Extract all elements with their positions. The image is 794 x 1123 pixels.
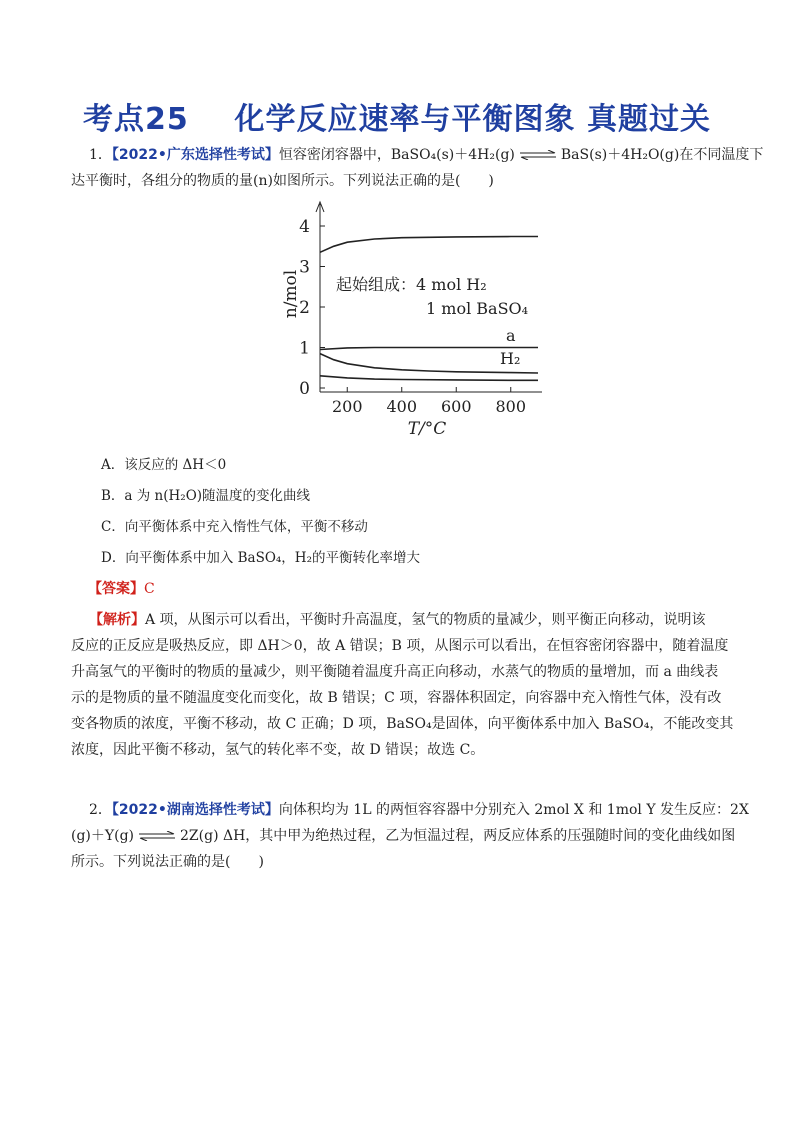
- page-title: 考点25 化学反应速率与平衡图象 真题过关: [83, 102, 711, 137]
- answer-value: C: [144, 581, 155, 597]
- series-line-3: [320, 376, 538, 381]
- question-number: 2．: [89, 802, 112, 818]
- question-text: (g)＋Y(g): [71, 828, 135, 844]
- question-source-tag: 【2022•湖南选择性考试】: [111, 802, 279, 818]
- series-label-h2: H₂: [500, 349, 521, 368]
- y-tick-label: 2: [299, 298, 310, 318]
- analysis-block: [71, 607, 734, 763]
- analysis-line-5: 变各物质的浓度，平衡不移动，故 C 正确；D 项，BaSO₄是固体，向平衡体系中加入 BaSO₄，不能改变其: [71, 716, 734, 732]
- equation-rhs: BaS(s)＋4H₂O(g): [560, 147, 680, 163]
- analysis-text: A 项，从图示可以看出，平衡时升高温度，氢气的物质的量减少，则平衡正向移动，说明该: [145, 612, 706, 628]
- analysis-line-6: 浓度，因此平衡不移动，氢气的转化率不变，故 D 错误；故选 C。: [71, 742, 485, 758]
- question-number: 1．: [89, 147, 112, 163]
- analysis-label: 【解析】: [89, 612, 145, 628]
- analysis-line-1: [71, 607, 727, 633]
- question-text: 向体积均为 1L 的两恒容容器中分别充入 2mol X 和 1mol Y 发生反应：2X: [278, 802, 749, 818]
- y-tick-label: 1: [299, 338, 310, 359]
- question-1-line-2: 达平衡时，各组分的物质的量(n)如图所示。下列说法正确的是( ): [71, 173, 494, 189]
- equilibrium-arrow-icon: [137, 831, 177, 841]
- question-1-options: [101, 450, 420, 574]
- equation-lhs: BaSO₄(s)＋4H₂(g): [390, 147, 515, 163]
- equilibrium-arrow-icon: [518, 150, 558, 160]
- series-label-a: a: [506, 326, 516, 345]
- x-axis-label: T/°C: [407, 419, 447, 439]
- annotation-line-2: 1 mol BaSO₄: [426, 299, 529, 318]
- option-a: A．该反应的 ΔH＜0: [101, 457, 227, 473]
- equilibrium-chart: [270, 196, 560, 446]
- x-tick-label: 400: [386, 397, 418, 416]
- answer-line: [88, 576, 744, 602]
- x-tick-label: 600: [440, 397, 472, 416]
- y-tick-label: 3: [299, 257, 310, 278]
- question-text: 在不同温度下: [679, 147, 764, 163]
- question-2-stem: [71, 797, 749, 875]
- annotation-line-1: 起始组成：4 mol H₂: [336, 275, 487, 294]
- series-line-0: [320, 237, 538, 253]
- question-2-line-2: [71, 823, 736, 849]
- question-text: 恒容密闭容器中，: [278, 147, 391, 163]
- analysis-line-4: 示的是物质的量不随温度变化而变化，故 B 错误；C 项，容器体积固定，向容器中充入惰性气体，没有改: [71, 690, 722, 706]
- option-c: C．向平衡体系中充入惰性气体，平衡不移动: [101, 519, 368, 535]
- answer-label: 【答案】: [88, 581, 144, 597]
- x-tick-label: 200: [331, 397, 363, 416]
- x-tick-label: 800: [495, 397, 527, 416]
- option-d: D．向平衡体系中加入 BaSO₄，H₂的平衡转化率增大: [101, 550, 420, 566]
- question-1-line-1: [71, 142, 764, 168]
- option-b: B．a 为 n(H₂O)随温度的变化曲线: [101, 488, 311, 504]
- question-2-line-3: 所示。下列说法正确的是( ): [71, 854, 264, 870]
- analysis-line-3: 升高氢气的平衡时的物质的量减少，则平衡随着温度升高正向移动，水蒸气的物质的量增加，而 a 曲线表: [71, 664, 719, 680]
- question-source-tag: 【2022•广东选择性考试】: [111, 147, 279, 163]
- chart-labels: [336, 275, 528, 368]
- y-tick-label: 0: [299, 379, 310, 399]
- y-tick-label: 4: [299, 217, 310, 237]
- question-1-stem: [71, 142, 764, 194]
- analysis-line-2: 反应的正反应是吸热反应，即 ΔH＞0，故 A 错误；B 项，从图示可以看出，在恒容密闭容器中，随着温度: [71, 638, 729, 654]
- y-axis-label: n/mol: [281, 269, 301, 319]
- question-text: 2Z(g) ΔH，其中甲为绝热过程，乙为恒温过程，两反应体系的压强随时间的变化曲线如图: [180, 828, 736, 844]
- question-2-line-1: [71, 797, 749, 823]
